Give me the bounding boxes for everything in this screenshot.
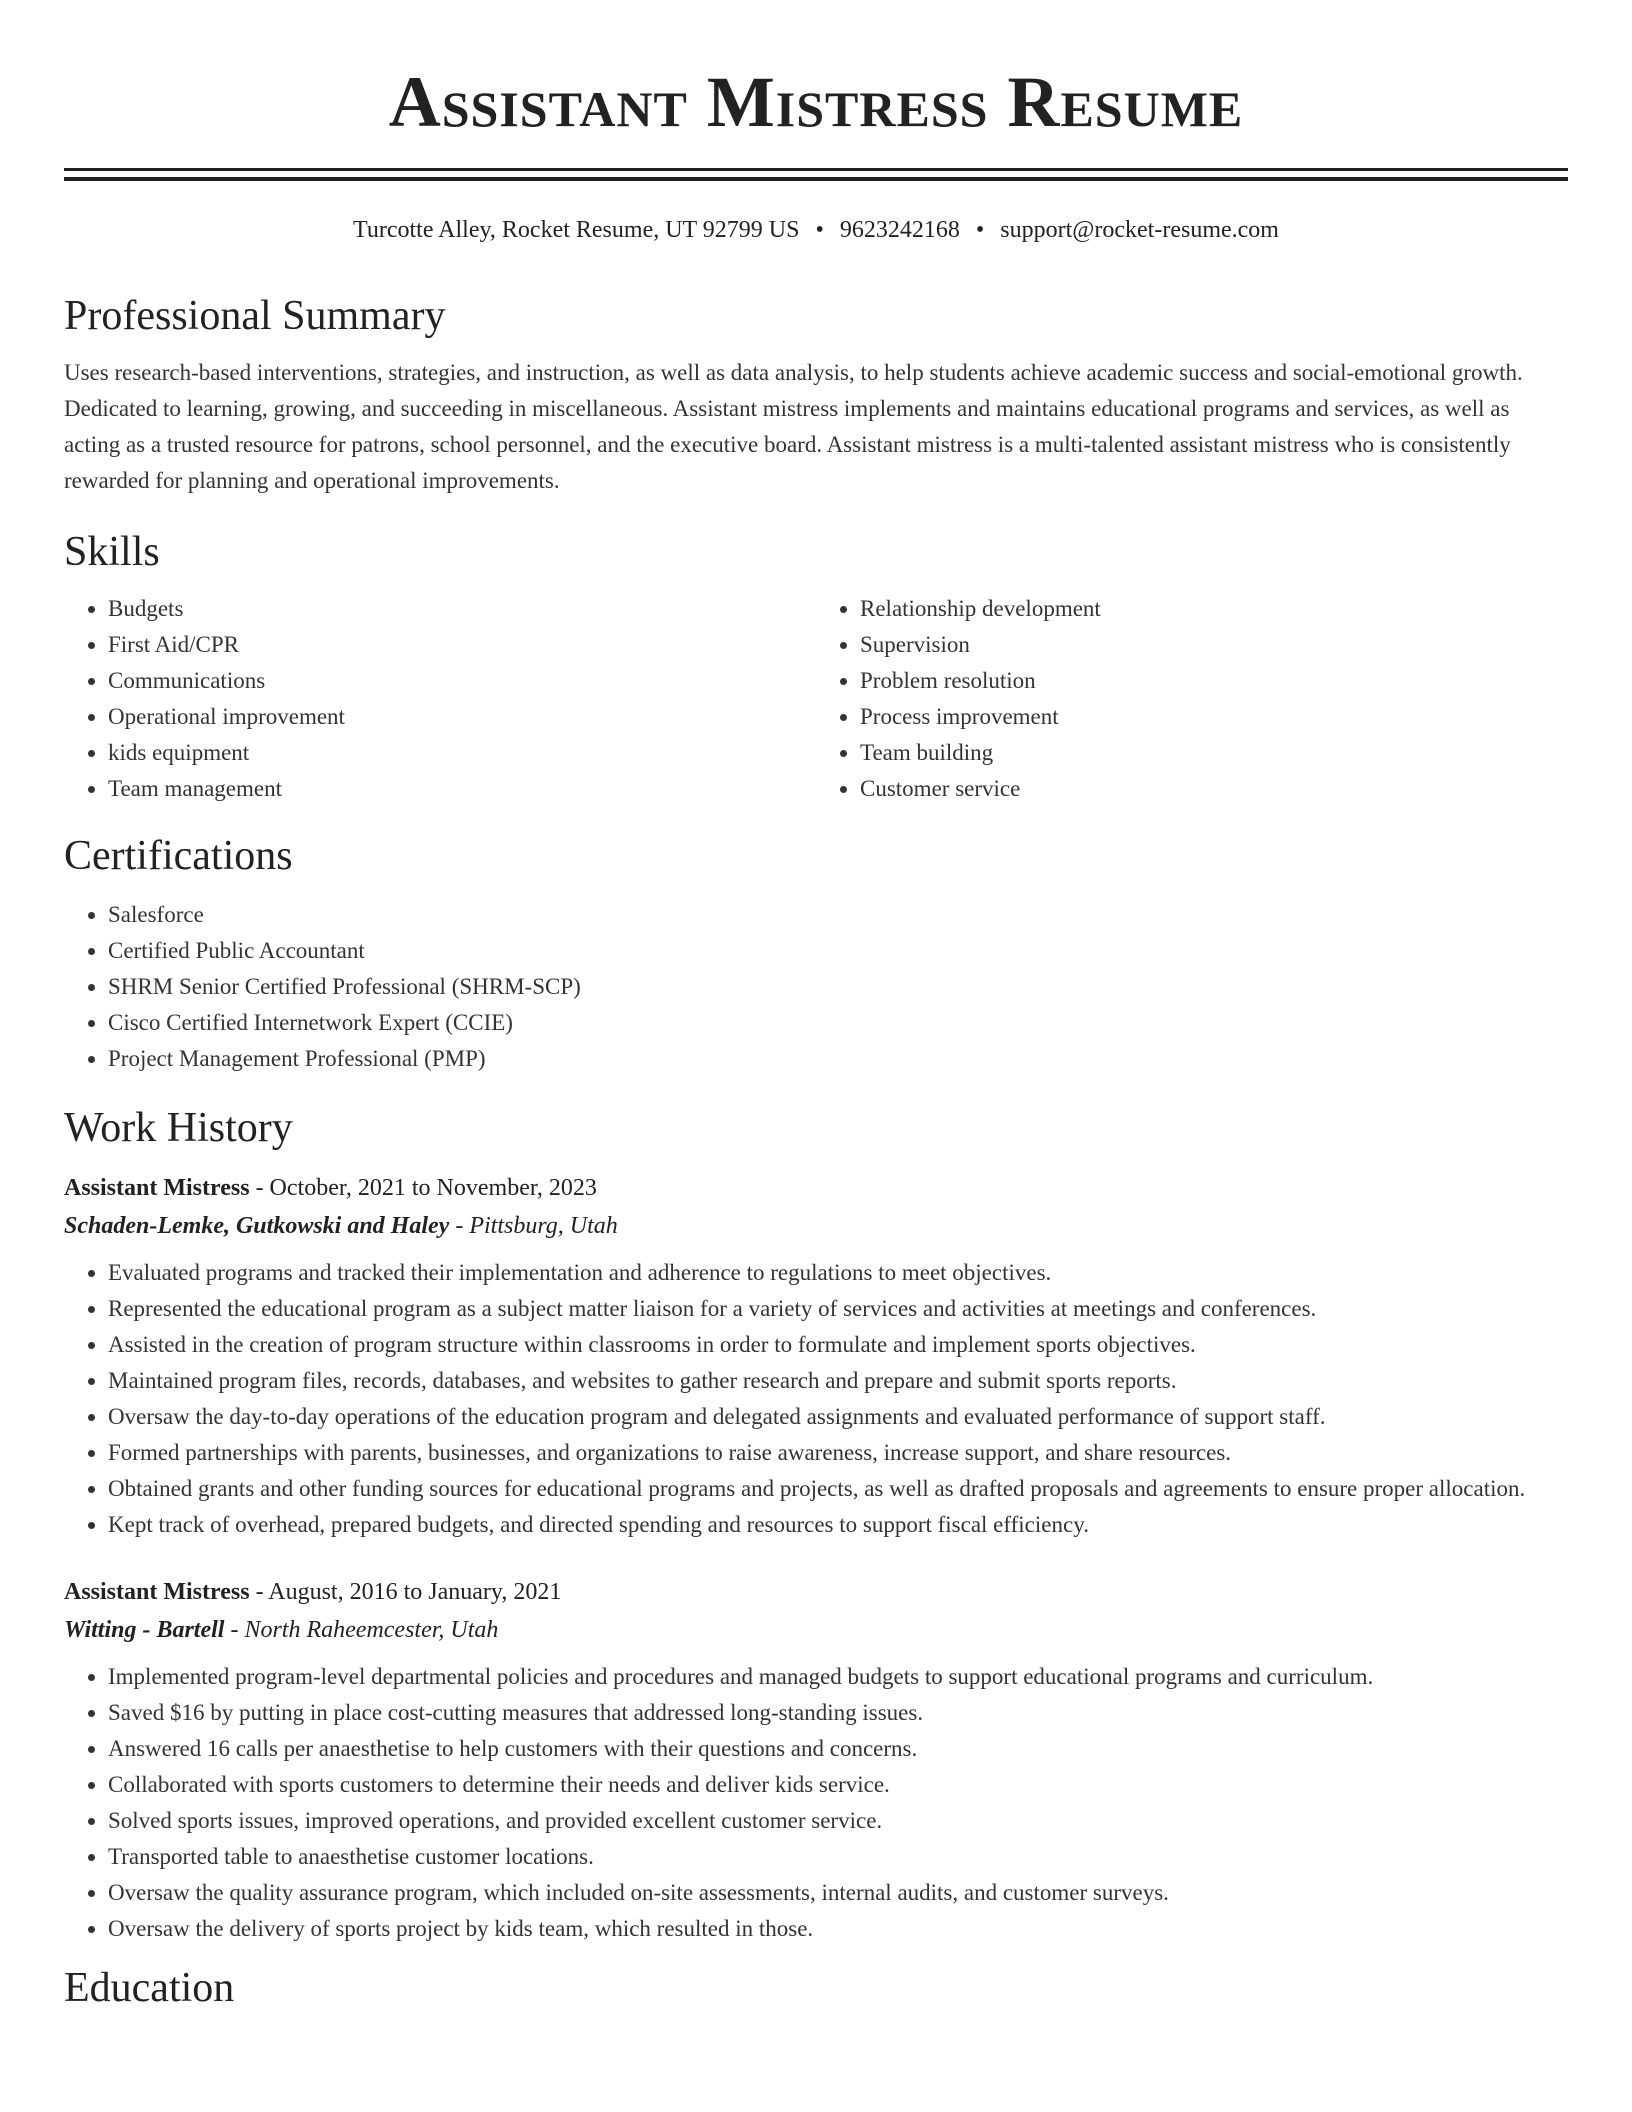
certifications-list bbox=[64, 897, 1568, 1077]
skill-item: • Team management bbox=[108, 771, 816, 807]
skills-column-right bbox=[816, 591, 1568, 807]
contact-separator: • bbox=[815, 217, 824, 243]
job-bullet: • Solved sports issues, improved operations, and provided excellent customer service. bbox=[108, 1803, 1568, 1839]
job-bullet: • Evaluated programs and tracked their implementation and adherence to regulations to meet objectives. bbox=[108, 1255, 1568, 1291]
contact-address: Turcotte Alley, Rocket Resume, UT 92799 US bbox=[353, 217, 800, 243]
job-location: - Pittsburg, Utah bbox=[449, 1213, 618, 1239]
job-title-line bbox=[64, 1169, 1568, 1207]
resume-title: Assistant Mistress Resume bbox=[388, 62, 1244, 142]
job-bullet: • Answered 16 calls per anaesthetise to help customers with their questions and concerns. bbox=[108, 1731, 1568, 1767]
job-title-line bbox=[64, 1573, 1568, 1611]
skill-item: • Budgets bbox=[108, 591, 816, 627]
job-bullet: • Collaborated with sports customers to determine their needs and deliver kids service. bbox=[108, 1767, 1568, 1803]
job-title: Assistant Mistress bbox=[64, 1175, 250, 1201]
section-heading-summary: Professional Summary bbox=[64, 293, 446, 339]
job-bullets bbox=[64, 1659, 1568, 1947]
skill-item: • Customer service bbox=[860, 771, 1568, 807]
job-bullet: • Oversaw the quality assurance program, which included on-site assessments, internal audits, and customer surveys. bbox=[108, 1875, 1568, 1911]
section-heading-skills: Skills bbox=[64, 529, 160, 575]
job-company: Witting - Bartell bbox=[64, 1617, 225, 1643]
title-divider-bottom bbox=[64, 177, 1568, 181]
job-bullet: • Oversaw the delivery of sports project by kids team, which resulted in those. bbox=[108, 1911, 1568, 1947]
certification-item: • Cisco Certified Internetwork Expert (CCIE) bbox=[108, 1005, 1568, 1041]
job-bullet: • Represented the educational program as a subject matter liaison for a variety of services and activities at meetings and conferences. bbox=[108, 1291, 1568, 1327]
job-company-line bbox=[64, 1611, 1568, 1649]
skill-item: • Operational improvement bbox=[108, 699, 816, 735]
job-dates: - October, 2021 to November, 2023 bbox=[249, 1175, 597, 1201]
job-bullet: • Implemented program-level departmental policies and procedures and managed budgets to support educational programs and curriculum. bbox=[108, 1659, 1568, 1695]
job-bullet: • Assisted in the creation of program structure within classrooms in order to formulate and implement sports objectives. bbox=[108, 1327, 1568, 1363]
certification-item: • Project Management Professional (PMP) bbox=[108, 1041, 1568, 1077]
contact-line bbox=[64, 213, 1568, 247]
certification-item: • Certified Public Accountant bbox=[108, 933, 1568, 969]
job-bullet: • Oversaw the day-to-day operations of the education program and delegated assignments and evaluated performance of support staff. bbox=[108, 1399, 1568, 1435]
skill-item: • First Aid/CPR bbox=[108, 627, 816, 663]
contact-phone: 9623242168 bbox=[839, 217, 960, 243]
skill-item: • Supervision bbox=[860, 627, 1568, 663]
job-header bbox=[64, 1573, 1568, 1649]
job-title: Assistant Mistress bbox=[64, 1579, 250, 1605]
job-header bbox=[64, 1169, 1568, 1245]
section-heading-certifications: Certifications bbox=[64, 833, 293, 879]
skill-item: • Communications bbox=[108, 663, 816, 699]
skills-list bbox=[64, 591, 1568, 807]
contact-separator: • bbox=[975, 217, 985, 243]
job-bullets bbox=[64, 1255, 1568, 1543]
job-bullet: • Maintained program files, records, databases, and websites to gather research and prepare and submit sports reports. bbox=[108, 1363, 1568, 1399]
certification-item: • Salesforce bbox=[108, 897, 1568, 933]
summary-text: Uses research-based interventions, strategies, and instruction, as well as data analysis, to help students achieve academic success and social-emotional growth. Dedicated to learning, growing, and succeeding in miscellaneous. Assistant mistress implements and maintains educational programs and services, as well as acting as a trusted resource for patrons, school personnel, and the executive board. Assistant mistress is a multi-talented assistant mistress who is consistently rewarded for planning and operational improvements. bbox=[64, 360, 1523, 493]
resume-page bbox=[64, 0, 1568, 2013]
section-heading-work-history: Work History bbox=[64, 1105, 293, 1151]
job-bullet: • Formed partnerships with parents, businesses, and organizations to raise awareness, increase support, and share resources. bbox=[108, 1435, 1568, 1471]
title-divider-top bbox=[64, 168, 1568, 171]
job-bullet: • Kept track of overhead, prepared budgets, and directed spending and resources to support fiscal efficiency. bbox=[108, 1507, 1568, 1543]
contact-email[interactable]: support@rocket-resume.com bbox=[1000, 217, 1279, 243]
skill-item: • Team building bbox=[860, 735, 1568, 771]
skill-item: • Problem resolution bbox=[860, 663, 1568, 699]
job-bullet: • Transported table to anaesthetise customer locations. bbox=[108, 1839, 1568, 1875]
job-company: Schaden-Lemke, Gutkowski and Haley bbox=[64, 1213, 450, 1239]
section-heading-education: Education bbox=[64, 1965, 235, 2011]
job-bullet: • Saved $16 by putting in place cost-cutting measures that addressed long-standing issues. bbox=[108, 1695, 1568, 1731]
job-location: - North Raheemcester, Utah bbox=[224, 1617, 499, 1643]
skill-item: • Process improvement bbox=[860, 699, 1568, 735]
certification-item: • SHRM Senior Certified Professional (SHRM-SCP) bbox=[108, 969, 1568, 1005]
skill-item: • kids equipment bbox=[108, 735, 816, 771]
job-bullet: • Obtained grants and other funding sources for educational programs and projects, as well as drafted proposals and agreements to ensure proper allocation. bbox=[108, 1471, 1568, 1507]
skills-column-left bbox=[64, 591, 816, 807]
skill-item: • Relationship development bbox=[860, 591, 1568, 627]
job-company-line bbox=[64, 1207, 1568, 1245]
job-dates: - August, 2016 to January, 2021 bbox=[249, 1579, 562, 1605]
